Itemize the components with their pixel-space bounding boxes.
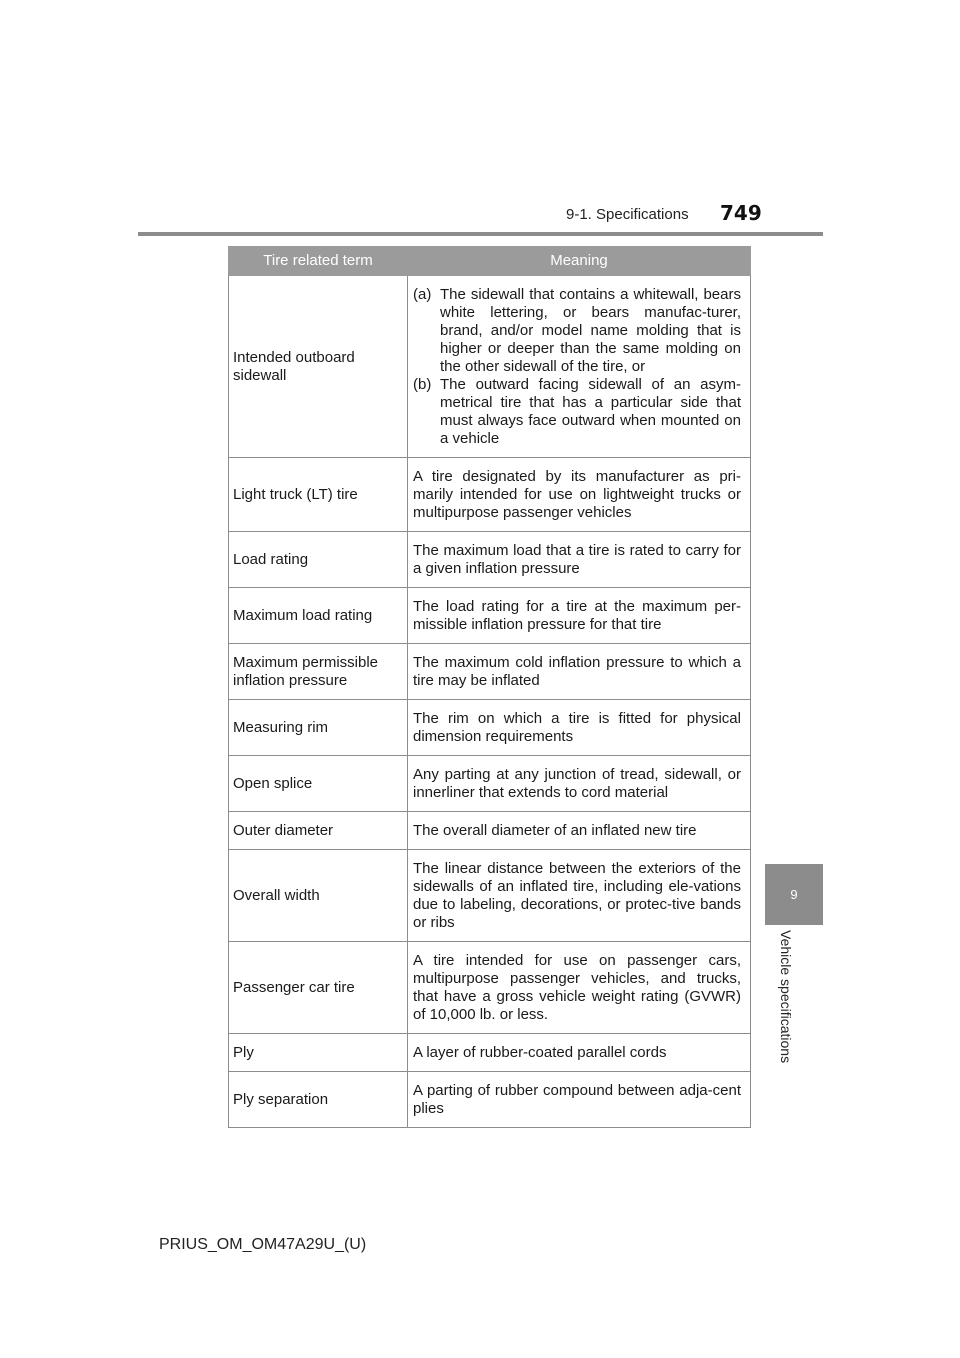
section-title: 9-1. Specifications (566, 206, 689, 223)
list-marker: (b) (413, 376, 432, 393)
table-row (229, 700, 751, 756)
meaning-cell: The load rating for a tire at the maximum per-missible inflation pressure for that tire (408, 588, 751, 644)
column-header-term: Tire related term (229, 247, 408, 276)
table-row (229, 644, 751, 700)
term-cell: Light truck (LT) tire (229, 458, 408, 532)
meaning-cell: The overall diameter of an inflated new tire (408, 812, 751, 850)
meaning-cell: Any parting at any junction of tread, sidewall, or innerliner that extends to cord material (408, 756, 751, 812)
meaning-cell: A parting of rubber compound between adja-cent plies (408, 1072, 751, 1128)
meaning-cell: The maximum cold inflation pressure to which a tire may be inflated (408, 644, 751, 700)
table-row (229, 850, 751, 942)
list-marker: (a) (413, 286, 432, 303)
document-id: PRIUS_OM_OM47A29U_(U) (159, 1236, 367, 1253)
list-item-text: The sidewall that contains a whitewall, bears white lettering, or bears manufac-turer, brand, and/or model name molding that is higher or deeper than the same molding on the other sidewall of the tire, or (440, 286, 741, 375)
table-row (229, 1072, 751, 1128)
chapter-number: 9 (790, 887, 798, 902)
term-cell: Measuring rim (229, 700, 408, 756)
term-cell: Maximum load rating (229, 588, 408, 644)
chapter-title: Vehicle specifications (778, 930, 794, 1064)
page-number: 749 (720, 201, 762, 225)
tire-terms-table (228, 246, 751, 1128)
meaning-cell: The maximum load that a tire is rated to carry for a given inflation pressure (408, 532, 751, 588)
header-divider (138, 232, 823, 236)
table-row (229, 532, 751, 588)
term-cell: Open splice (229, 756, 408, 812)
term-cell: Passenger car tire (229, 942, 408, 1034)
table-row (229, 588, 751, 644)
meaning-cell: A layer of rubber-coated parallel cords (408, 1034, 751, 1072)
table-row (229, 812, 751, 850)
meaning-cell: A tire designated by its manufacturer as pri-marily intended for use on lightweight trucks or multipurpose passenger vehicles (408, 458, 751, 532)
table-row (229, 756, 751, 812)
term-cell: Intended outboard sidewall (229, 276, 408, 458)
term-cell: Maximum permissible inflation pressure (229, 644, 408, 700)
term-cell: Outer diameter (229, 812, 408, 850)
table-header-row (229, 247, 751, 276)
meaning-list-item (413, 376, 741, 448)
table-row (229, 1034, 751, 1072)
list-item-text: The outward facing sidewall of an asym-metrical tire that has a particular side that must always face outward when mounted on a vehicle (440, 376, 741, 447)
meaning-cell: The rim on which a tire is fitted for physical dimension requirements (408, 700, 751, 756)
column-header-meaning: Meaning (408, 247, 751, 276)
term-cell: Ply (229, 1034, 408, 1072)
term-cell: Ply separation (229, 1072, 408, 1128)
term-cell: Overall width (229, 850, 408, 942)
meaning-cell: The linear distance between the exteriors of the sidewalls of an inflated tire, including ele-vations due to labeling, decorations, or protec-tive bands or ribs (408, 850, 751, 942)
table-row (229, 276, 751, 458)
table-row (229, 942, 751, 1034)
term-cell: Load rating (229, 532, 408, 588)
table-row (229, 458, 751, 532)
meaning-cell: A tire intended for use on passenger cars, multipurpose passenger vehicles, and trucks, that have a gross vehicle weight rating (GVWR) of 10,000 lb. or less. (408, 942, 751, 1034)
meaning-cell (408, 276, 751, 458)
chapter-tab (765, 864, 823, 925)
meaning-list-item (413, 286, 741, 376)
